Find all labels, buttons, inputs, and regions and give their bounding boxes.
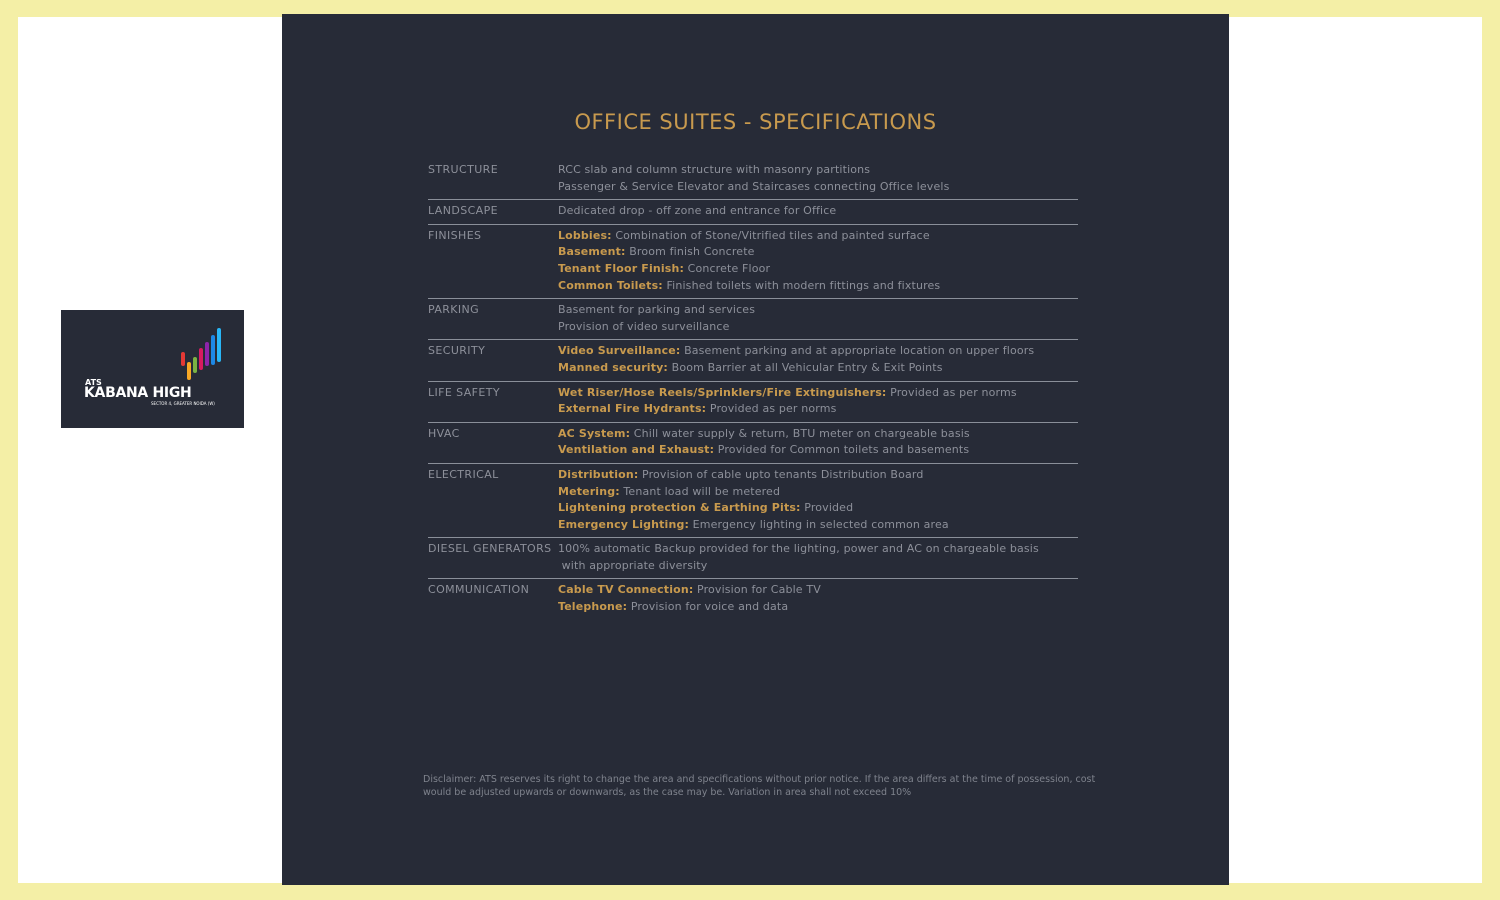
- spec-line: [558, 360, 1078, 377]
- spec-line-label: Lightening protection & Earthing Pits:: [558, 501, 801, 515]
- logo-subtitle-text: SECTOR 4, GREATER NOIDA (W): [151, 401, 215, 406]
- spec-line: [558, 343, 1078, 360]
- spec-line: [558, 426, 1078, 443]
- spec-line-text: Boom Barrier at all Vehicular Entry & Exit Points: [667, 360, 943, 374]
- spec-category: DIESEL GENERATORS: [428, 542, 552, 556]
- spec-line-label: Metering:: [558, 484, 620, 498]
- spec-line-label: Tenant Floor Finish:: [558, 261, 684, 275]
- specifications-table: [428, 159, 1078, 620]
- spec-row: [428, 159, 1078, 200]
- spec-row: [428, 423, 1078, 464]
- spec-details: [558, 426, 1078, 459]
- spec-line-label: Wet Riser/Hose Reels/Sprinklers/Fire Extinguishers:: [558, 385, 887, 399]
- spec-line-label: Emergency Lighting:: [558, 517, 690, 531]
- spec-details: [558, 302, 1078, 335]
- spec-line-label: Telephone:: [558, 600, 628, 614]
- spec-line-text: Combination of Stone/Vitrified tiles and painted surface: [611, 228, 930, 242]
- spec-row: [428, 382, 1078, 423]
- spec-line: [558, 385, 1078, 402]
- spec-line-text: Finished toilets with modern fittings and fixtures: [662, 278, 941, 292]
- spec-row: [428, 225, 1078, 299]
- spec-details: [558, 162, 1078, 195]
- spec-line: [558, 484, 1078, 501]
- spec-category: FINISHES: [428, 228, 482, 242]
- spec-row: [428, 538, 1078, 579]
- spec-category: ELECTRICAL: [428, 467, 499, 481]
- spec-line-text: Emergency lighting in selected common area: [689, 517, 949, 531]
- spec-line-label: Distribution:: [558, 467, 639, 481]
- ats-kabana-high-logo: [61, 310, 244, 428]
- spec-row: [428, 464, 1078, 538]
- spec-line: [558, 582, 1078, 599]
- spec-line-text: Provided as per norms: [886, 385, 1017, 399]
- disclaimer: [423, 773, 1123, 799]
- spec-details: [558, 228, 1078, 294]
- spec-category: LANDSCAPE: [428, 204, 498, 218]
- spec-line-text: Basement parking and at appropriate location on upper floors: [680, 344, 1035, 358]
- spec-line: [558, 228, 1078, 245]
- spec-line-label: Ventilation and Exhaust:: [558, 443, 715, 457]
- spec-details: [558, 541, 1078, 574]
- logo-bars-graphic: [61, 310, 244, 428]
- spec-line: [558, 203, 1078, 220]
- logo-bar: [205, 342, 209, 366]
- logo-bar: [193, 357, 197, 373]
- spec-line: [558, 599, 1078, 616]
- spec-line-text: Provision for Cable TV: [693, 583, 821, 597]
- spec-line-label: Basement:: [558, 245, 626, 259]
- spec-category: SECURITY: [428, 344, 486, 358]
- spec-category: PARKING: [428, 303, 480, 317]
- spec-line-label: Cable TV Connection:: [558, 583, 694, 597]
- spec-row: [428, 340, 1078, 381]
- logo-bar: [181, 352, 185, 366]
- specifications-panel: [282, 14, 1229, 885]
- spec-line-text: Basement for parking and services: [558, 303, 756, 317]
- spec-line: [558, 319, 1078, 336]
- spec-line-text: RCC slab and column structure with masonry partitions: [558, 163, 871, 176]
- page-title: OFFICE SUITES - SPECIFICATIONS: [574, 110, 937, 134]
- spec-category: STRUCTURE: [428, 163, 499, 176]
- spec-details: [558, 203, 1078, 220]
- disclaimer-line: would be adjusted upwards or downwards, as the case may be. Variation in area shall not exceed 10%: [423, 787, 912, 798]
- logo-bar: [187, 362, 191, 380]
- spec-row: [428, 579, 1078, 619]
- spec-line-text: Broom finish Concrete: [625, 245, 755, 259]
- spec-row: [428, 299, 1078, 340]
- spec-line-label: Common Toilets:: [558, 278, 663, 292]
- spec-details: [558, 385, 1078, 418]
- disclaimer-line: Disclaimer: ATS reserves its right to change the area and specifications without prior notice. If the area differs at the time of possession, cost: [423, 774, 1096, 785]
- spec-line-label: Lobbies:: [558, 228, 612, 242]
- spec-line-label: Video Surveillance:: [558, 344, 681, 358]
- spec-line: [558, 558, 1078, 575]
- spec-line-text: Provision of video surveillance: [558, 319, 730, 333]
- spec-line-text: Provision of cable upto tenants Distribution Board: [638, 467, 924, 481]
- spec-details: [558, 582, 1078, 615]
- spec-row: [428, 200, 1078, 225]
- logo-bar: [217, 328, 221, 362]
- spec-line: [558, 261, 1078, 278]
- spec-line: [558, 541, 1078, 558]
- spec-line-text: Provision for voice and data: [627, 600, 789, 614]
- spec-line-text: Provided for Common toilets and basements: [714, 443, 970, 457]
- spec-line: [558, 162, 1078, 179]
- spec-line-label: External Fire Hydrants:: [558, 402, 707, 416]
- spec-line: [558, 401, 1078, 418]
- spec-line-label: AC System:: [558, 426, 631, 440]
- spec-category: HVAC: [428, 426, 460, 440]
- spec-details: [558, 343, 1078, 376]
- spec-line: [558, 517, 1078, 534]
- logo-bar: [211, 335, 215, 365]
- spec-line-label: Manned security:: [558, 360, 668, 374]
- spec-details: [558, 467, 1078, 533]
- spec-line-text: Chill water supply & return, BTU meter on chargeable basis: [630, 426, 970, 440]
- spec-line-text: 100% automatic Backup provided for the lighting, power and AC on chargeable basis: [558, 542, 1039, 556]
- spec-line: [558, 179, 1078, 196]
- spec-category: COMMUNICATION: [428, 583, 530, 597]
- spec-line: [558, 467, 1078, 484]
- spec-line: [558, 500, 1078, 517]
- spec-line-text: Concrete Floor: [684, 261, 771, 275]
- spec-line-text: Provided: [800, 501, 854, 515]
- spec-line: [558, 302, 1078, 319]
- spec-line: [558, 278, 1078, 295]
- spec-category: LIFE SAFETY: [428, 385, 500, 399]
- spec-line: [558, 442, 1078, 459]
- spec-line-text: Tenant load will be metered: [619, 484, 781, 498]
- spec-line: [558, 244, 1078, 261]
- logo-name-text: KABANA HIGH: [84, 385, 192, 401]
- logo-ats-text: ATS: [85, 378, 102, 387]
- logo-bar: [199, 348, 203, 370]
- spec-line-text: Dedicated drop - off zone and entrance for Office: [558, 204, 837, 218]
- spec-line-text: Passenger & Service Elevator and Staircases connecting Office levels: [558, 179, 950, 193]
- spec-line-text: Provided as per norms: [706, 402, 837, 416]
- spec-line-text: with appropriate diversity: [558, 558, 708, 572]
